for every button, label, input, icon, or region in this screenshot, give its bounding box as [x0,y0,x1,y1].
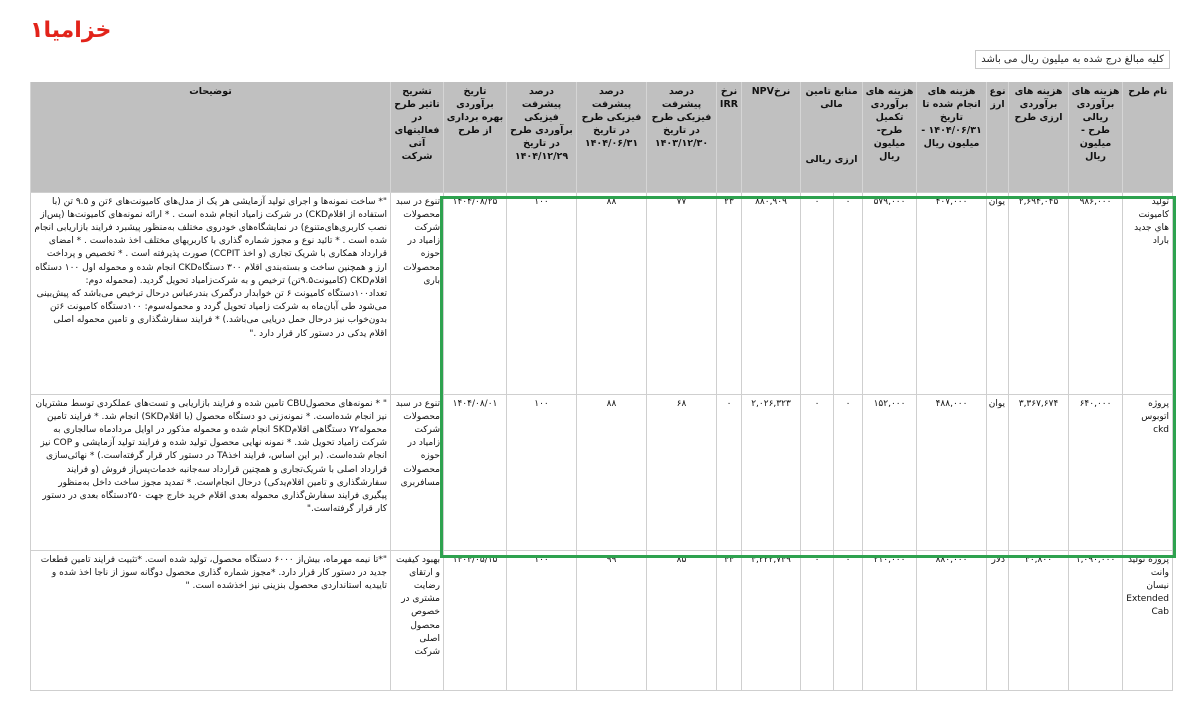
cell-operation-date: ۱۴۰۴/۰۸/۰۱ [444,394,507,550]
cell-progress-1403: ۶۸ [647,394,717,550]
cell-fund-rial: ۰ [801,192,834,394]
header-operation-date: تاریخ برآوردی بهره برداری از طرح [444,82,507,192]
cell-operation-date: ۱۴۰۴/۰۵/۱۵ [444,550,507,690]
amounts-unit-note: کلیه مبالغ درج شده به میلیون ریال می باشد [975,50,1170,69]
cell-spent: ۸۸۰,۰۰۰ [917,550,987,690]
header-fx-cost: هزینه های برآوردی ارزی طرح [1009,82,1069,192]
cell-fund-fx: ۰ [834,550,863,690]
cell-npv: ۲,۰۲۶,۳۲۳ [742,394,801,550]
cell-npv: ۸۸۰,۹۰۹ [742,192,801,394]
cell-progress-1404: ۹۹ [577,550,647,690]
table-row [31,550,1173,690]
header-currency: نوع ارز [987,82,1009,192]
header-irr: نرخ IRR [717,82,742,192]
header-npv: نرخNPV [742,82,801,192]
cell-progress-1404: ۸۸ [577,394,647,550]
cell-fx-cost: ۳۰,۸۰۰ [1009,550,1069,690]
header-funding [801,82,863,192]
cell-complete-cost: ۵۷۹,۰۰۰ [863,192,917,394]
cell-name: پروژه تولید وانت نیسان Extended Cab [1123,550,1173,690]
cell-spent: ۴۰۷,۰۰۰ [917,192,987,394]
cell-progress-estimate: ۱۰۰ [507,394,577,550]
header-row [31,82,1173,192]
header-funding-label: منابع تامین مالی [805,86,858,110]
projects-table [30,82,1173,691]
cell-npv: ۳,۲۲۲,۷۴۹ [742,550,801,690]
cell-fund-fx: ۰ [834,192,863,394]
company-title: خزامیا۱ [30,18,112,43]
header-complete-cost: هزینه های برآوردی تکمیل طرح- میلیون ریال [863,82,917,192]
cell-progress-1404: ۸۸ [577,192,647,394]
cell-currency: یوان [987,192,1009,394]
header-progress-1403: درصد پیشرفت فیزیکی طرح در تاریخ ۱۴۰۳/۱۲/۳۰ [647,82,717,192]
cell-progress-estimate: ۱۰۰ [507,192,577,394]
cell-name: پروژه اتوبوس ckd [1123,394,1173,550]
cell-description: "*تا نیمه مهرماه، بیش‌از ۶۰۰۰ دستگاه محصول، تولید شده است. *تثبیت فرایند تامین قطعات جدید در دستور کار قرار دارد. *مجوز شماره گذاری محصول دوگانه سوز از ناجا اخذ شده و تاییدیه استانداردی محصول بنزینی نیز اخذشده است. " [31,550,391,690]
cell-irr: ۴۴ [717,550,742,690]
cell-currency: یوان [987,394,1009,550]
cell-fx-cost: ۲,۶۹۴,۰۴۵ [1009,192,1069,394]
header-rial-cost: هزینه های برآوردی ریالی طرح - میلیون ریال [1069,82,1123,192]
cell-description: "* ساخت نمونه‌ها و اجرای تولید آزمایشی هر یک از مدل‌های کامیونت‌های ۶تن و ۹.۵ تن (با استفاده از اقلامCKD) در شرکت زامیاد انجام شده است . * ارائه نمونه‌های کامیونت‌ها (پس‌از نصب کاربری‌های‌متنوع) در نمایشگاه‌های خودروی مختلف به‌منظور پیشبرد فرایند بازاریابی انجام شده است . * تائید نوع و مجوز شماره گذاری با کاربریهای مختلف اخذ شده‌است . * امضای قرارداد همکاری با شریک تجاری (و اخذ CCPIT) صورت پذیرفته است . * تخصیص و پرداخت ارز و همچنین ساخت و بسته‌بندی اقلام ۳۰۰ دستگاهCKD انجام شده و محموله اول ۱۰۰ دستگاه اقلامCKD (کامیونت۹.۵تن) ترخیص و به شرکت‌زامیاد تحویل گردید. (محموله دوم: تعداد۱۰۰دستگاه کامیونت ۶ تن خوابدار درگمرک بندرعباس درحال ترخیص می‌باشد که پیش‌بینی می‌شود طی آبان‌ماه به شرکت زامیاد تحویل گردد و محموله‌سوم: ۱۰۰دستگاه کامیونت ۶تن بدون‌خواب نیز درحال حمل دریایی می‌باشد.) * فرایند سفارشگذاری و تامین محموله اصلی اقلام یدکی در دستور کار قرار دارد ." [31,192,391,394]
cell-fx-cost: ۳,۳۶۷,۶۷۴ [1009,394,1069,550]
cell-impact: تنوع در سبد محصولات شرکت زامیاد در حوزه محصولات باری [391,192,444,394]
header-progress-1404: درصد پیشرفت فیزیکی طرح در تاریخ ۱۴۰۴/۰۶/۳۱ [577,82,647,192]
cell-operation-date: ۱۴۰۴/۰۸/۲۵ [444,192,507,394]
header-funding-sub: ارزی ریالی [805,154,858,165]
cell-name: تولید کامیونت هاي جدید باراد [1123,192,1173,394]
cell-rial-cost: ۹۸۶,۰۰۰ [1069,192,1123,394]
cell-progress-1403: ۷۷ [647,192,717,394]
cell-rial-cost: ۶۴۰,۰۰۰ [1069,394,1123,550]
cell-fund-fx: ۰ [834,394,863,550]
cell-impact: تنوع در سبد محصولات شرکت زامیاد در حوزه محصولات مسافربری [391,394,444,550]
header-impact: تشریح تاثیر طرح در فعالیتهای آتی شرکت [391,82,444,192]
cell-irr: ۲۳ [717,192,742,394]
cell-progress-1403: ۸۵ [647,550,717,690]
header-name: نام طرح [1123,82,1173,192]
table-row [31,192,1173,394]
cell-description: " * نمونه‌های محصولCBU تامین شده و فرایند بازاریابی و تست‌های عملکردی توسط مشتریان نیز انجام شده‌است. * نمونه‌زنی دو دستگاه محصول (با اقلامSKD) انجام شد. * فرایند تامین محموله۷۲ دستگاهی اقلامSKD انجام شده و محموله مذکور در اوایل مردادماه سالجاری به شرکت زامیاد تحویل شد. * نمونه نهایی محصول تولید شده و فرایند تولید آزمایشی و COP نیز انجام شده‌است. (بر این اساس، فرایند اخذTA در دستور کار قرار گرفته‌است.) * نهائی‌سازی قرارداد اصلی با شریک‌تجاری و همچنین قرارداد سه‌جانبه خدمات‌پس‌از فروش (و فرایند سفارشگذاری و تامین اقلام‌یدکی) درحال انجام‌است. * تمدید مجوز ساخت داخل به‌منظور پیگیری فرایند سفارش‌گذاری محموله بعدی اقلام خرید خارج جهت ۲۵۰دستگاه بعدی در دستور کار قرار گرفته‌است." [31,394,391,550]
cell-fund-rial: ۰ [801,550,834,690]
cell-impact: بهبود کیفیت و ارتقای رضایت مشتری در خصوص محصول اصلی شرکت [391,550,444,690]
cell-fund-rial: ۰ [801,394,834,550]
header-description: توضیحات [31,82,391,192]
cell-currency: دلار [987,550,1009,690]
header-spent: هزینه های انجام شده تا تاریخ ۱۴۰۴/۰۶/۳۱ - میلیون ریال [917,82,987,192]
cell-complete-cost: ۲۱۰,۰۰۰ [863,550,917,690]
cell-progress-estimate: ۱۰۰ [507,550,577,690]
cell-rial-cost: ۱,۰۹۰,۰۰۰ [1069,550,1123,690]
cell-complete-cost: ۱۵۲,۰۰۰ [863,394,917,550]
cell-spent: ۴۸۸,۰۰۰ [917,394,987,550]
header-progress-estimate: درصد پیشرفت فیزیکی برآوردی طرح در تاریخ ۱۴۰۴/۱۲/۲۹ [507,82,577,192]
cell-irr: ۰ [717,394,742,550]
table-row [31,394,1173,550]
